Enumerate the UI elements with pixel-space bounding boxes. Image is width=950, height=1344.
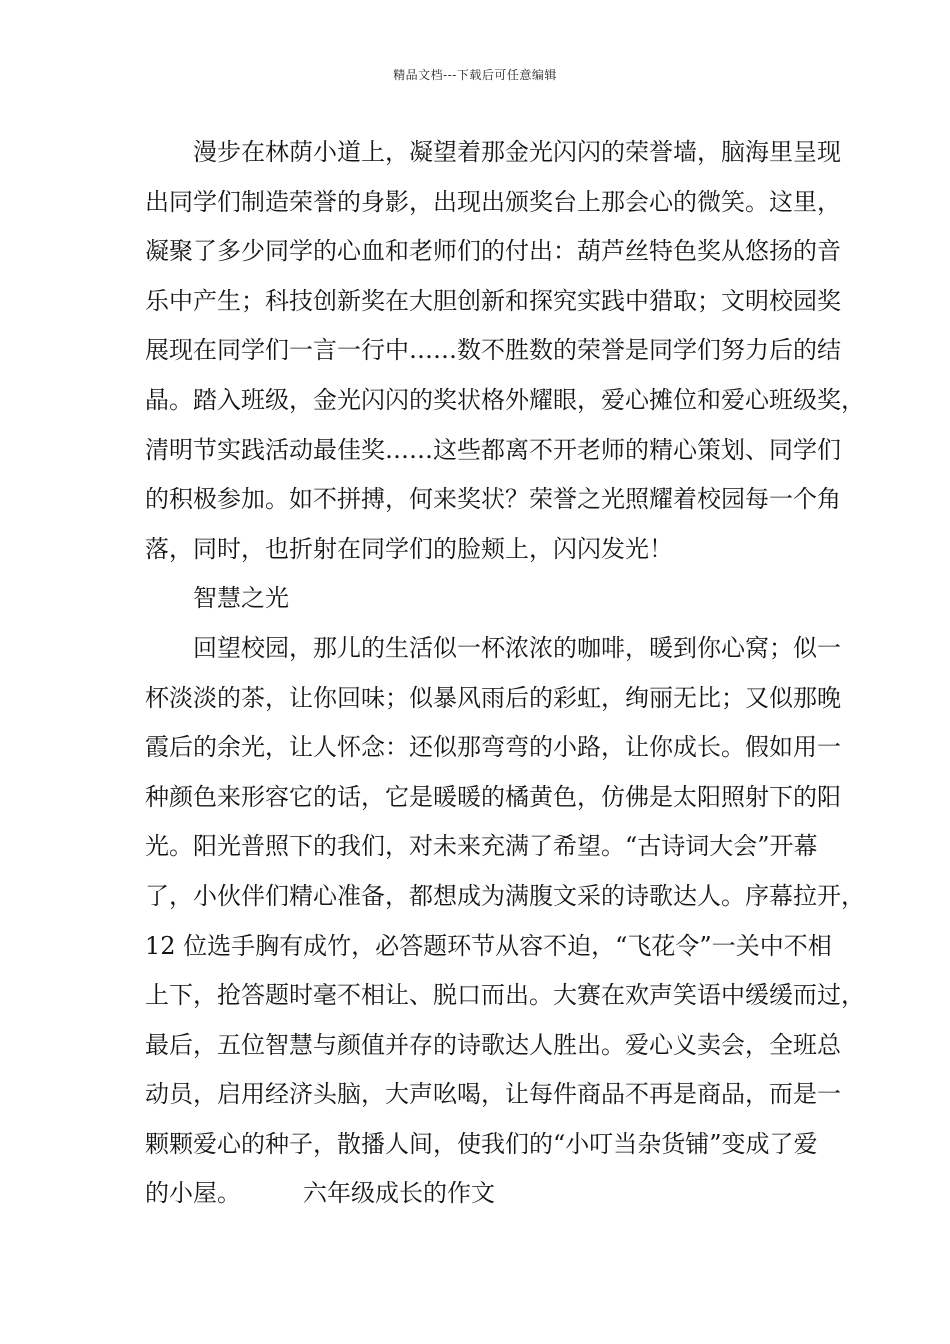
trailing-title: 六年级成长的作文 <box>303 1179 495 1208</box>
text-line: 动员，启用经济头脑，大声吆喝，让每件商品不再是商品，而是一 <box>145 1080 841 1109</box>
text-line: 展现在同学们一言一行中……数不胜数的荣誉是同学们努力后的结 <box>145 336 841 365</box>
text-line: 了，小伙伴们精心准备，都想成为满腹文采的诗歌达人。序幕拉开， <box>145 881 865 910</box>
section-heading: 智慧之光 <box>193 584 289 613</box>
text-line: 杯淡淡的茶，让你回味；似暴风雨后的彩虹，绚丽无比；又似那晚 <box>145 683 841 712</box>
text-line: 出同学们制造荣誉的身影，出现出颁奖台上那会心的微笑。这里， <box>145 187 841 216</box>
text-line: 光。阳光普照下的我们，对未来充满了希望。“古诗词大会”开幕 <box>145 832 818 861</box>
essay-body <box>145 128 865 1219</box>
text-line: 清明节实践活动最佳奖……这些都离不开老师的精心策划、同学们 <box>145 435 841 464</box>
paragraph-wisdom <box>145 624 865 1219</box>
text-line: 回望校园，那儿的生活似一杯浓浓的咖啡，暖到你心窝；似一 <box>193 633 841 662</box>
text-line: 晶。踏入班级，金光闪闪的奖状格外耀眼，爱心摊位和爱心班级奖， <box>145 385 865 414</box>
text-line: 落，同时，也折射在同学们的脸颊上，闪闪发光！ <box>145 534 673 563</box>
paragraph-honor <box>145 128 865 574</box>
text-line: 霞后的余光，让人怀念：还似那弯弯的小路，让你成长。假如用一 <box>145 733 841 762</box>
text-line: 凝聚了多少同学的心血和老师们的付出：葫芦丝特色奖从悠扬的音 <box>145 237 841 266</box>
text-line: 颗颗爱心的种子，散播人间，使我们的“小叮当杂货铺”变成了爱 <box>145 1129 818 1158</box>
text-line: 种颜色来形容它的话，它是暖暖的橘黄色，仿佛是太阳照射下的阳 <box>145 782 841 811</box>
text-line: 的积极参加。如不拼搏，何来奖状？荣誉之光照耀着校园每一个角 <box>145 485 841 514</box>
text-line: 漫步在林荫小道上，凝望着那金光闪闪的荣誉墙，脑海里呈现 <box>193 138 841 166</box>
text-fragment: 的小屋。 <box>145 1179 241 1208</box>
text-line: 上下，抢答题时毫不相让、脱口而出。大赛在欢声笑语中缓缓而过， <box>145 981 865 1010</box>
page-header: 精品文档---下载后可任意编辑 <box>393 68 557 82</box>
text-line: 乐中产生；科技创新奖在大胆创新和探究实践中猎取；文明校园奖 <box>145 286 841 315</box>
text-line: 最后，五位智慧与颜值并存的诗歌达人胜出。爱心义卖会，全班总 <box>145 1030 841 1059</box>
last-line <box>145 1169 810 1219</box>
text-line: 12 位选手胸有成竹，必答题环节从容不迫，“飞花令”一关中不相 <box>145 931 832 960</box>
